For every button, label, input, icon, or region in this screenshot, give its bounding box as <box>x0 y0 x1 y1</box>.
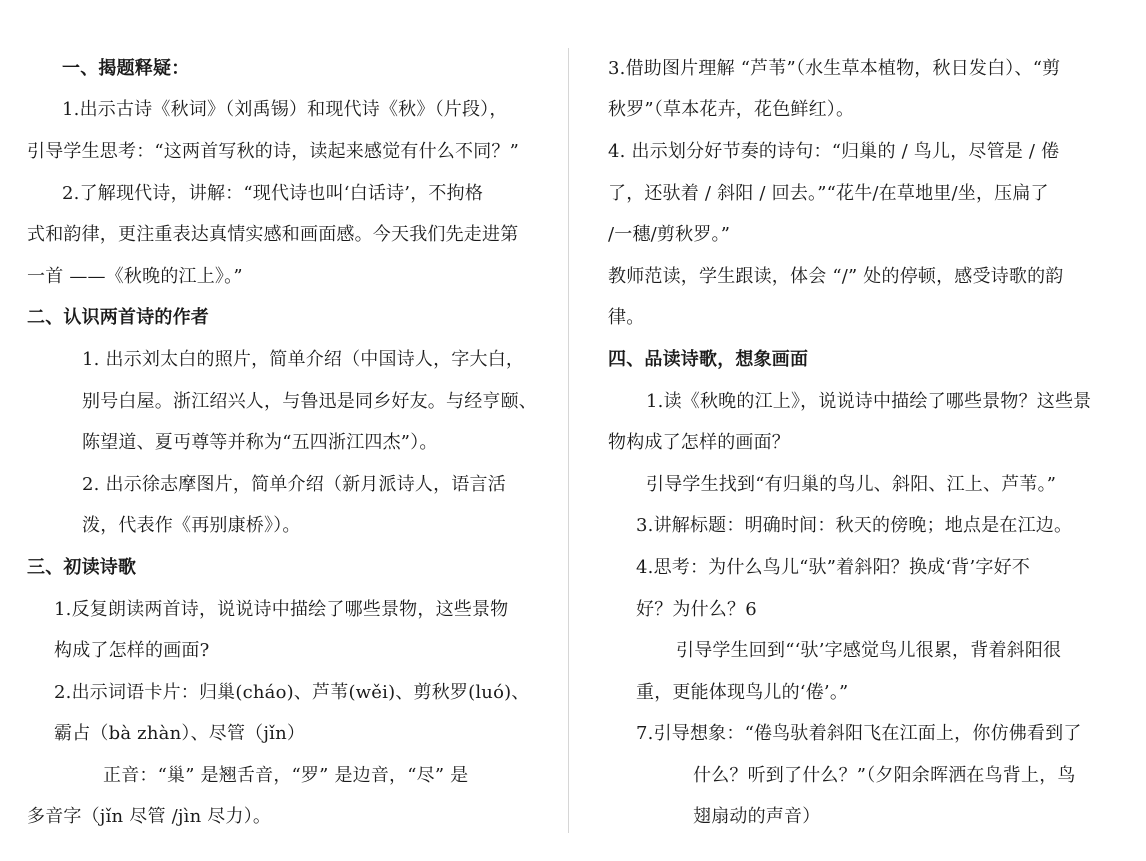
left-text-line: 1.反复朗读两首诗，说说诗中描绘了哪些景物，这些景物 <box>54 599 509 620</box>
right-text-line: 律。 <box>608 307 645 328</box>
right-text-line: 3.讲解标题：明确时间：秋天的傍晚；地点是在江边。 <box>636 515 1073 536</box>
left-text-line: 2.出示词语卡片：归巢(cháo)、芦苇(wěi)、剪秋罗(luó)、 <box>54 682 530 703</box>
left-heading-line: 三、初读诗歌 <box>27 557 137 578</box>
left-text-line: 多音字（jǐn 尽管 /jìn 尽力）。 <box>27 806 272 827</box>
left-text-line: 1.出示古诗《秋词》（刘禹锡）和现代诗《秋》（片段）， <box>62 99 508 120</box>
right-text-line: 4.思考：为什么鸟儿“驮”着斜阳？换成‘背’字好不 <box>636 557 1031 578</box>
left-text-line: 2.了解现代诗，讲解：“现代诗也叫‘白话诗’，不拘格 <box>62 183 484 204</box>
left-heading-line: 一、揭题释疑： <box>62 58 190 79</box>
right-text-line: 教师范读，学生跟读，体会 “/” 处的停顿，感受诗歌的韵 <box>608 266 1064 287</box>
right-text-line: 4. 出示划分好节奏的诗句：“归巢的 / 鸟儿，尽管是 / 倦 <box>608 141 1060 162</box>
right-column <box>570 0 1146 861</box>
left-text-line: 式和韵律，更注重表达真情实感和画面感。今天我们先走进第 <box>27 224 519 245</box>
right-text-line: 重，更能体现鸟儿的‘倦’。” <box>636 682 849 703</box>
left-text-line: 1. 出示刘太白的照片，简单介绍（中国诗人，字大白， <box>82 349 525 370</box>
left-text-line: 泼，代表作《再别康桥》）。 <box>82 515 301 536</box>
right-text-line: 翅扇动的声音） <box>693 806 821 827</box>
left-text-line: 构成了怎样的画面? <box>54 640 210 661</box>
right-heading-line: 四、品读诗歌，想象画面 <box>608 349 809 370</box>
left-text-line: 别号白屋。浙江绍兴人，与鲁迅是同乡好友。与经亨颐、 <box>82 391 537 412</box>
left-text-line: 霸占（bà zhàn）、尽管（jǐn） <box>54 723 306 744</box>
right-text-line: 3.借助图片理解 “芦苇”（水生草本植物，秋日发白）、“剪 <box>608 58 1061 79</box>
right-text-line: 秋罗”（草本花卉，花色鲜红）。 <box>608 99 855 120</box>
left-text-line: 陈望道、夏丏尊等并称为“五四浙江四杰”）。 <box>82 432 438 453</box>
right-text-line: 1.读《秋晚的江上》，说说诗中描绘了哪些景物？这些景 <box>646 391 1092 412</box>
left-text-line: 正音：“巢” 是翘舌音，“罗” 是边音，“尽” 是 <box>103 765 469 786</box>
right-text-line: 什么？听到了什么？”（夕阳余晖洒在鸟背上，鸟 <box>693 765 1076 786</box>
left-heading-line: 二、认识两首诗的作者 <box>27 307 209 328</box>
column-divider <box>568 48 569 833</box>
left-text-line: 一首 ——《秋晚的江上》。” <box>27 266 243 287</box>
left-column <box>0 0 568 861</box>
right-text-line: 物构成了怎样的画面？ <box>608 432 790 453</box>
right-text-line: 引导学生找到“有归巢的鸟儿、斜阳、江上、芦苇。” <box>646 474 1057 495</box>
right-text-line: 了，还驮着 / 斜阳 / 回去。”“花牛/在草地里/坐，压扁了 <box>608 183 1049 204</box>
right-text-line: /一穗/剪秋罗。” <box>608 224 731 245</box>
right-text-line: 7.引导想象：“倦鸟驮着斜阳飞在江面上，你仿佛看到了 <box>636 723 1082 744</box>
right-text-line: 引导学生回到“‘驮’字感觉鸟儿很累，背着斜阳很 <box>676 640 1062 661</box>
right-text-line: 好？为什么？6 <box>636 599 757 620</box>
left-text-line: 2. 出示徐志摩图片，简单介绍（新月派诗人，语言活 <box>82 474 506 495</box>
left-text-line: 引导学生思考：“这两首写秋的诗，读起来感觉有什么不同？” <box>27 141 520 162</box>
